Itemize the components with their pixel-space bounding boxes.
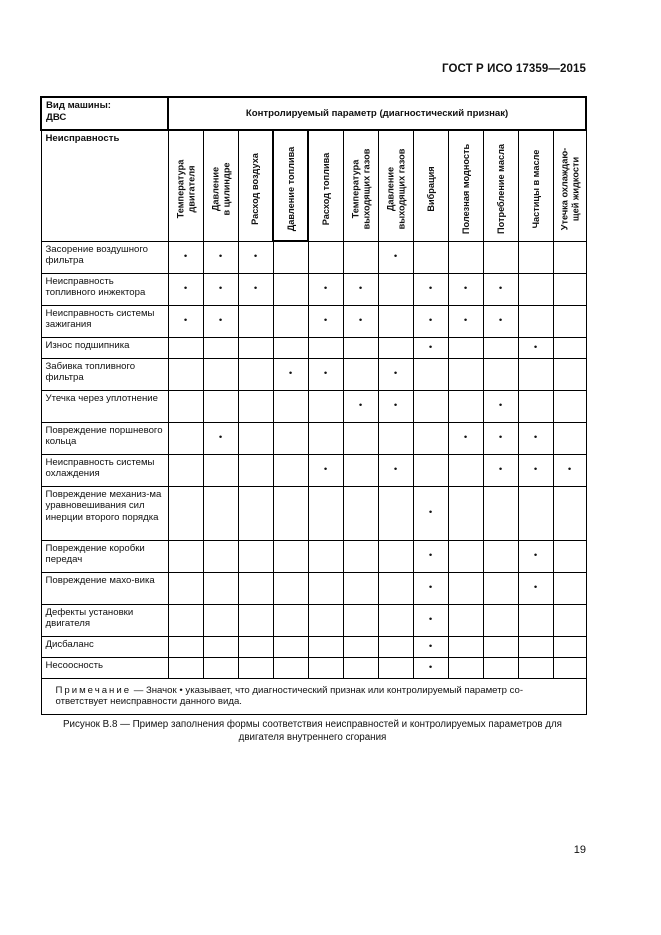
- table-row: [41, 604, 586, 636]
- fault-name: Дефекты установки двигателя: [41, 604, 168, 636]
- matrix-cell: [273, 337, 308, 358]
- matrix-cell: [273, 657, 308, 678]
- indicator-dot: •: [463, 283, 468, 295]
- matrix-cell: [203, 241, 238, 273]
- matrix-cell: [413, 358, 448, 390]
- matrix-cell: [273, 604, 308, 636]
- matrix-cell: [378, 604, 413, 636]
- indicator-dot: •: [218, 251, 223, 263]
- matrix-cell: [413, 486, 448, 540]
- matrix-cell: [378, 422, 413, 454]
- column-header-line: Частицы в масле: [530, 149, 541, 229]
- matrix-cell: [343, 486, 378, 540]
- column-header: [308, 130, 343, 241]
- table-row: [41, 390, 586, 422]
- matrix-cell: [448, 454, 483, 486]
- matrix-cell: [168, 273, 203, 305]
- matrix-cell: [553, 358, 586, 390]
- machine-type-value: ДВС: [46, 111, 67, 123]
- matrix-cell: [483, 454, 518, 486]
- matrix-cell: [203, 454, 238, 486]
- column-header-line: щей жидкости: [569, 156, 580, 222]
- matrix-cell: [483, 337, 518, 358]
- indicator-dot: •: [533, 550, 538, 562]
- matrix-cell: [553, 572, 586, 604]
- matrix-cell: [553, 241, 586, 273]
- matrix-cell: [238, 390, 273, 422]
- matrix-cell: [168, 390, 203, 422]
- column-header-line: Давление: [385, 166, 395, 212]
- page-number: 19: [573, 844, 586, 856]
- matrix-cell: [343, 305, 378, 337]
- indicator-dot: •: [498, 464, 503, 476]
- indicator-dot: •: [498, 400, 503, 412]
- matrix-cell: [413, 572, 448, 604]
- matrix-cell: [448, 657, 483, 678]
- indicator-dot: •: [323, 315, 328, 327]
- matrix-cell: [448, 486, 483, 540]
- column-header-text: [495, 135, 506, 241]
- matrix-cell: [553, 636, 586, 657]
- matrix-cell: [308, 486, 343, 540]
- matrix-cell: [413, 422, 448, 454]
- matrix-cell: [343, 636, 378, 657]
- matrix-cell: [168, 422, 203, 454]
- matrix-cell: [518, 358, 553, 390]
- matrix-cell: [553, 305, 586, 337]
- matrix-cell: [343, 572, 378, 604]
- matrix-cell: [413, 540, 448, 572]
- fault-name: Повреждение коробки передач: [41, 540, 168, 572]
- matrix-cell: [343, 454, 378, 486]
- note-text: — Значок • указывает, что диагностический признак или контролируемый параметр со-ответствует неисправности данного вида.: [55, 684, 524, 707]
- matrix-cell: [168, 657, 203, 678]
- matrix-cell: [203, 273, 238, 305]
- fault-name: Повреждение махо-вика: [41, 572, 168, 604]
- column-header: [203, 130, 238, 241]
- matrix-cell: [238, 241, 273, 273]
- matrix-cell: [378, 636, 413, 657]
- matrix-cell: [483, 657, 518, 678]
- matrix-cell: [203, 337, 238, 358]
- machine-type-label: Вид машины:: [46, 100, 111, 111]
- column-header-text: [321, 135, 332, 241]
- column-header-text: [530, 135, 541, 241]
- fault-name: Неисправность системы зажигания: [41, 305, 168, 337]
- column-header: [518, 130, 553, 241]
- column-header-line: Давление топлива: [285, 146, 296, 232]
- fault-name: Забивка топливного фильтра: [41, 358, 168, 390]
- matrix-cell: [343, 422, 378, 454]
- column-header: [483, 130, 518, 241]
- matrix-cell: [518, 241, 553, 273]
- matrix-cell: [518, 454, 553, 486]
- matrix-cell: [483, 273, 518, 305]
- matrix-cell: [308, 337, 343, 358]
- matrix-cell: [203, 540, 238, 572]
- matrix-cell: [308, 572, 343, 604]
- matrix-cell: [203, 572, 238, 604]
- column-header: [378, 130, 413, 241]
- table-row: [41, 540, 586, 572]
- matrix-cell: [448, 604, 483, 636]
- matrix-cell: [238, 486, 273, 540]
- indicator-dot: •: [358, 400, 363, 412]
- fault-name: Дисбаланс: [41, 636, 168, 657]
- matrix-cell: [203, 390, 238, 422]
- indicator-dot: •: [498, 315, 503, 327]
- matrix-cell: [378, 454, 413, 486]
- matrix-cell: [518, 305, 553, 337]
- matrix-cell: [413, 636, 448, 657]
- matrix-cell: [308, 604, 343, 636]
- parameter-header: Контролируемый параметр (диагностический признак): [168, 97, 586, 130]
- indicator-dot: •: [183, 283, 188, 295]
- indicator-dot: •: [183, 251, 188, 263]
- column-header-text: [285, 135, 296, 241]
- matrix-cell: [168, 241, 203, 273]
- indicator-dot: •: [253, 283, 258, 295]
- matrix-cell: [378, 241, 413, 273]
- matrix-cell: [273, 390, 308, 422]
- matrix-cell: [483, 305, 518, 337]
- matrix-cell: [518, 636, 553, 657]
- fault-name: Несоосность: [41, 657, 168, 678]
- matrix-cell: [378, 273, 413, 305]
- matrix-cell: [553, 540, 586, 572]
- matrix-cell: [273, 422, 308, 454]
- column-header-line: Утечка охлаждаю-: [559, 147, 570, 231]
- caption-line-1: Рисунок В.8 — Пример заполнения формы соответствия неисправностей и контролируемых параметров для: [63, 719, 562, 730]
- indicator-dot: •: [183, 315, 188, 327]
- matrix-cell: [518, 572, 553, 604]
- column-header-text: [385, 135, 406, 241]
- matrix-cell: [238, 337, 273, 358]
- indicator-dot: •: [393, 464, 398, 476]
- matrix-cell: [238, 604, 273, 636]
- matrix-cell: [203, 657, 238, 678]
- indicator-dot: •: [323, 464, 328, 476]
- indicator-dot: •: [463, 432, 468, 444]
- matrix-cell: [343, 540, 378, 572]
- matrix-cell: [378, 358, 413, 390]
- matrix-cell: [553, 337, 586, 358]
- matrix-cell: [413, 305, 448, 337]
- indicator-dot: •: [428, 507, 433, 519]
- column-header-line: двигателя: [185, 165, 196, 213]
- table-row: [41, 273, 586, 305]
- matrix-cell: [238, 454, 273, 486]
- matrix-cell: [448, 540, 483, 572]
- matrix-cell: [378, 390, 413, 422]
- fault-name: Неисправность системы охлаждения: [41, 454, 168, 486]
- matrix-cell: [308, 636, 343, 657]
- column-header: [448, 130, 483, 241]
- indicator-dot: •: [218, 315, 223, 327]
- fault-name: Утечка через уплотнение: [41, 390, 168, 422]
- column-header-text: [460, 135, 471, 241]
- matrix-cell: [203, 636, 238, 657]
- fault-header: Неисправность: [41, 130, 168, 241]
- matrix-cell: [168, 337, 203, 358]
- matrix-cell: [413, 241, 448, 273]
- table-row: [41, 422, 586, 454]
- column-header: [553, 130, 586, 241]
- column-header-line: выходящих газов: [395, 148, 406, 230]
- indicator-dot: •: [533, 464, 538, 476]
- matrix-cell: [343, 241, 378, 273]
- machine-type-cell: [41, 97, 168, 130]
- indicator-dot: •: [323, 283, 328, 295]
- indicator-dot: •: [218, 432, 223, 444]
- column-header-text: [175, 135, 196, 241]
- matrix-cell: [518, 604, 553, 636]
- matrix-cell: [413, 657, 448, 678]
- matrix-cell: [238, 540, 273, 572]
- matrix-cell: [238, 572, 273, 604]
- matrix-cell: [553, 273, 586, 305]
- column-header: [413, 130, 448, 241]
- column-header: [168, 130, 203, 241]
- column-header-text: [250, 135, 261, 241]
- column-header-line: Температура: [175, 159, 185, 219]
- matrix-cell: [448, 390, 483, 422]
- table-row: [41, 454, 586, 486]
- matrix-cell: [483, 572, 518, 604]
- matrix-cell: [203, 604, 238, 636]
- matrix-cell: [553, 454, 586, 486]
- matrix-cell: [308, 273, 343, 305]
- matrix-cell: [518, 657, 553, 678]
- matrix-cell: [343, 273, 378, 305]
- matrix-cell: [308, 390, 343, 422]
- matrix-cell: [273, 305, 308, 337]
- column-header-line: выходящих газов: [360, 148, 371, 230]
- column-header-text: [350, 135, 371, 241]
- matrix-cell: [273, 358, 308, 390]
- matrix-cell: [553, 390, 586, 422]
- note-row: [41, 678, 586, 714]
- matrix-cell: [273, 454, 308, 486]
- figure-caption: [40, 719, 585, 744]
- matrix-cell: [238, 305, 273, 337]
- matrix-cell: [203, 358, 238, 390]
- matrix-cell: [273, 540, 308, 572]
- matrix-cell: [553, 422, 586, 454]
- indicator-dot: •: [567, 464, 572, 476]
- matrix-cell: [343, 657, 378, 678]
- standard-designation: ГОСТ Р ИСО 17359—2015: [441, 63, 586, 75]
- column-header-line: Температура: [350, 159, 360, 219]
- matrix-cell: [238, 636, 273, 657]
- matrix-cell: [448, 572, 483, 604]
- matrix-cell: [308, 422, 343, 454]
- matrix-cell: [238, 273, 273, 305]
- indicator-dot: •: [533, 341, 538, 353]
- matrix-cell: [378, 305, 413, 337]
- matrix-cell: [308, 241, 343, 273]
- table-row: [41, 486, 586, 540]
- matrix-cell: [203, 422, 238, 454]
- matrix-cell: [273, 273, 308, 305]
- indicator-dot: •: [428, 640, 433, 652]
- matrix-cell: [168, 486, 203, 540]
- matrix-cell: [168, 604, 203, 636]
- column-header-line: Вибрация: [425, 166, 436, 212]
- column-header: [343, 130, 378, 241]
- indicator-dot: •: [288, 368, 293, 380]
- matrix-cell: [238, 422, 273, 454]
- matrix-cell: [273, 572, 308, 604]
- matrix-cell: [413, 273, 448, 305]
- matrix-cell: [308, 540, 343, 572]
- column-header-text: [210, 135, 231, 241]
- indicator-dot: •: [358, 283, 363, 295]
- matrix-cell: [483, 636, 518, 657]
- matrix-cell: [448, 305, 483, 337]
- indicator-dot: •: [428, 582, 433, 594]
- fault-name: Повреждение механиз-ма уравновешивания сил инерции второго порядка: [41, 486, 168, 540]
- column-header-line: Потребление масла: [495, 143, 506, 235]
- matrix-cell: [483, 241, 518, 273]
- matrix-cell: [168, 572, 203, 604]
- matrix-cell: [343, 337, 378, 358]
- fault-name: Износ подшипника: [41, 337, 168, 358]
- fault-parameter-matrix: [40, 96, 587, 715]
- matrix-cell: [553, 604, 586, 636]
- note-label: Примечание: [55, 684, 132, 696]
- table-row: [41, 358, 586, 390]
- indicator-dot: •: [428, 661, 433, 673]
- column-header-line: в цилиндре: [220, 162, 231, 216]
- indicator-dot: •: [428, 550, 433, 562]
- column-header-line: Давление: [210, 166, 220, 212]
- indicator-dot: •: [428, 341, 433, 353]
- indicator-dot: •: [393, 400, 398, 412]
- indicator-dot: •: [533, 432, 538, 444]
- matrix-cell: [238, 657, 273, 678]
- matrix-cell: [343, 358, 378, 390]
- table-note: [41, 678, 586, 714]
- matrix-cell: [168, 454, 203, 486]
- matrix-cell: [413, 604, 448, 636]
- matrix-cell: [413, 454, 448, 486]
- indicator-dot: •: [428, 614, 433, 626]
- fault-name: Засорение воздушного фильтра: [41, 241, 168, 273]
- matrix-cell: [203, 486, 238, 540]
- matrix-cell: [168, 358, 203, 390]
- column-header-text: [559, 135, 580, 241]
- indicator-dot: •: [533, 582, 538, 594]
- fault-name: Неисправность топливного инжектора: [41, 273, 168, 305]
- indicator-dot: •: [323, 368, 328, 380]
- table-row: [41, 657, 586, 678]
- column-header-line: Полезная модность: [460, 143, 471, 235]
- matrix-cell: [378, 337, 413, 358]
- matrix-cell: [203, 305, 238, 337]
- column-header: [238, 130, 273, 241]
- matrix-cell: [483, 540, 518, 572]
- table-row: [41, 241, 586, 273]
- matrix-cell: [413, 337, 448, 358]
- indicator-dot: •: [428, 283, 433, 295]
- column-header-line: Расход воздуха: [250, 153, 260, 225]
- indicator-dot: •: [218, 283, 223, 295]
- matrix-cell: [483, 486, 518, 540]
- matrix-cell: [448, 636, 483, 657]
- matrix-cell: [518, 540, 553, 572]
- column-header-text: [425, 135, 436, 241]
- matrix-cell: [413, 390, 448, 422]
- matrix-cell: [378, 540, 413, 572]
- caption-line-2: двигателя внутреннего сгорания: [238, 731, 387, 743]
- column-header: [273, 130, 308, 241]
- indicator-dot: •: [393, 368, 398, 380]
- indicator-dot: •: [498, 432, 503, 444]
- matrix-cell: [518, 390, 553, 422]
- matrix-cell: [518, 486, 553, 540]
- matrix-cell: [308, 305, 343, 337]
- matrix-cell: [448, 358, 483, 390]
- matrix-cell: [378, 657, 413, 678]
- matrix-cell: [273, 486, 308, 540]
- matrix-cell: [448, 337, 483, 358]
- indicator-dot: •: [393, 251, 398, 263]
- matrix-cell: [483, 390, 518, 422]
- matrix-cell: [553, 486, 586, 540]
- indicator-dot: •: [428, 315, 433, 327]
- matrix-cell: [308, 454, 343, 486]
- matrix-cell: [378, 486, 413, 540]
- column-header-line: Расход топлива: [320, 152, 331, 226]
- indicator-dot: •: [463, 315, 468, 327]
- matrix-cell: [518, 422, 553, 454]
- matrix-cell: [448, 241, 483, 273]
- matrix-cell: [343, 604, 378, 636]
- matrix-cell: [308, 358, 343, 390]
- indicator-dot: •: [498, 283, 503, 295]
- matrix-cell: [168, 636, 203, 657]
- matrix-cell: [273, 241, 308, 273]
- matrix-cell: [168, 540, 203, 572]
- table-row: [41, 305, 586, 337]
- table-row: [41, 337, 586, 358]
- matrix-cell: [483, 422, 518, 454]
- fault-name: Повреждение поршневого кольца: [41, 422, 168, 454]
- matrix-cell: [273, 636, 308, 657]
- matrix-cell: [238, 358, 273, 390]
- indicator-dot: •: [358, 315, 363, 327]
- matrix-cell: [483, 358, 518, 390]
- table-row: [41, 572, 586, 604]
- matrix-cell: [553, 657, 586, 678]
- table-row: [41, 636, 586, 657]
- matrix-cell: [168, 305, 203, 337]
- matrix-cell: [518, 273, 553, 305]
- matrix-cell: [518, 337, 553, 358]
- matrix-cell: [448, 273, 483, 305]
- indicator-dot: •: [253, 251, 258, 263]
- matrix-cell: [343, 390, 378, 422]
- matrix-cell: [308, 657, 343, 678]
- matrix-cell: [448, 422, 483, 454]
- matrix-cell: [378, 572, 413, 604]
- matrix-cell: [483, 604, 518, 636]
